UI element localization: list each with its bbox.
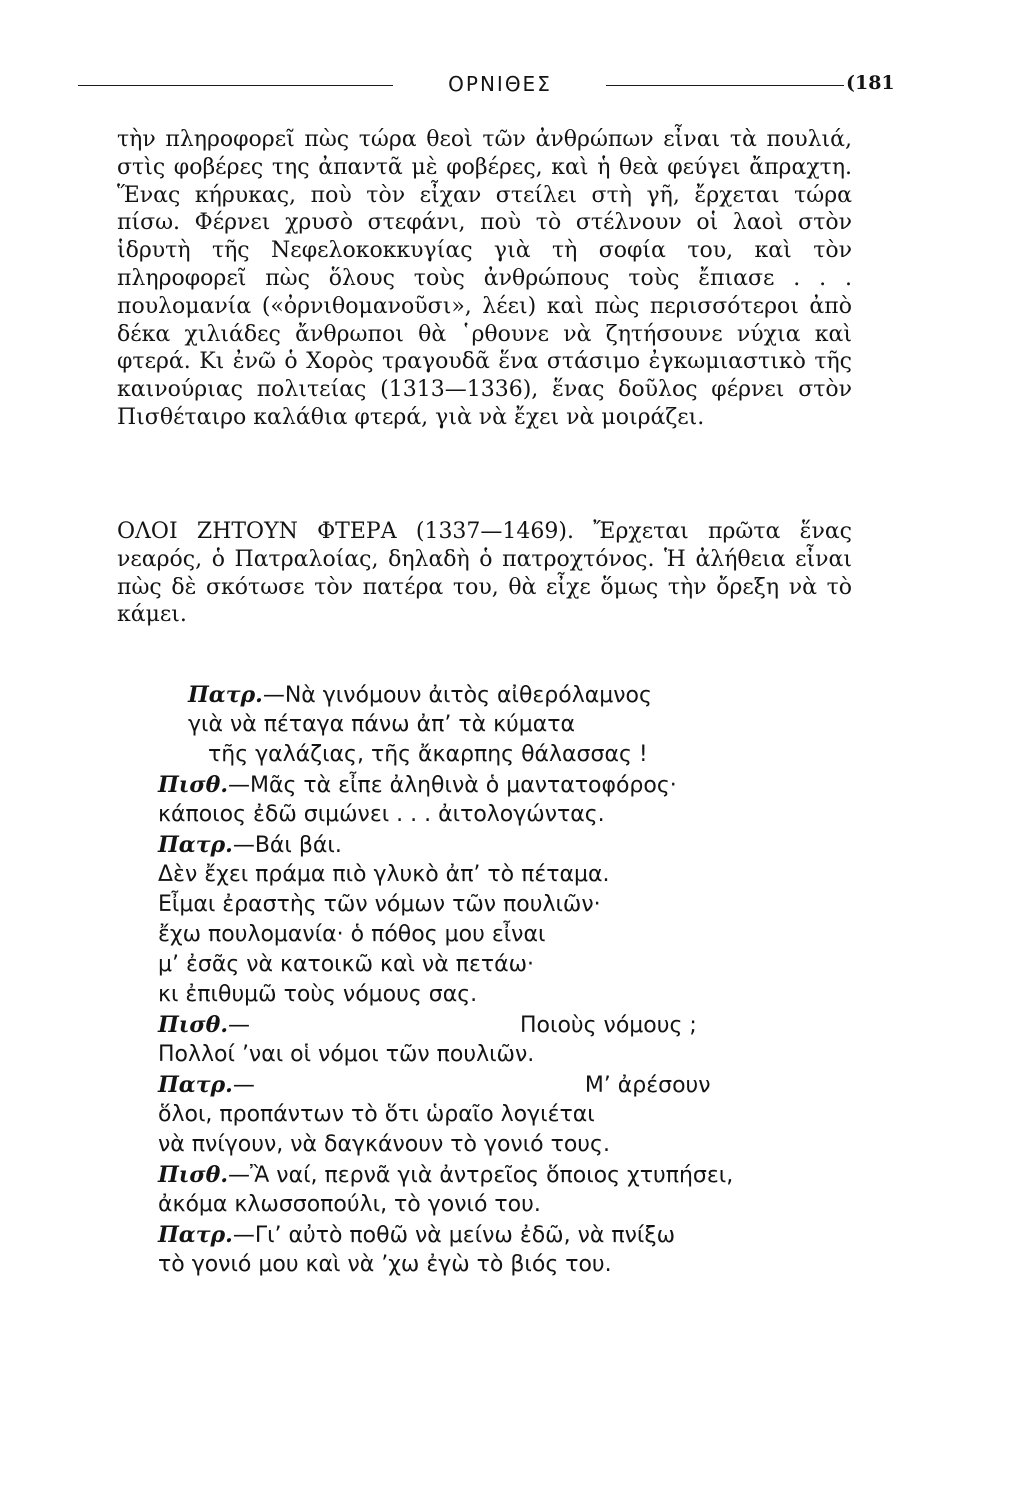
verse-line <box>158 1190 798 1220</box>
verse-text: γιὰ νὰ πέταγα πάνω ἀπ’ τὰ κύματα <box>188 712 576 737</box>
verse-line <box>158 1220 798 1250</box>
speaker-label: Πισθ. <box>158 1162 228 1188</box>
verse-text: —Νὰ γινόμουν ἀιτὸς αἰθερόλαμνος <box>262 683 652 708</box>
speaker-label: Πατρ. <box>158 1222 233 1248</box>
verse-text: τῆς γαλάζιας, τῆς ἄκαρπης θάλασσας ! <box>208 742 648 767</box>
verse-line <box>158 1070 798 1100</box>
verse-text: Πολλοί ’ναι οἱ νόμοι τῶν πουλιῶν. <box>158 1042 535 1067</box>
verse-line <box>158 1100 798 1130</box>
verse-line <box>158 710 798 740</box>
verse-text: νὰ πνίγουν, νὰ δαγκάνουν τὸ γονιό τους. <box>158 1132 610 1157</box>
verse-text: —Μᾶς τὰ εἶπε ἀληθινὰ ὁ μαντατοφόρος· <box>228 773 677 798</box>
verse-text: —Βάι βάι. <box>232 833 342 858</box>
header-rule-left <box>78 85 393 86</box>
verse-line <box>158 1160 798 1190</box>
verse-dialogue <box>158 680 798 1280</box>
verse-text: ἔχω πουλομανία· ὁ πόθος μου εἶναι <box>158 922 546 947</box>
verse-line <box>158 860 798 890</box>
verse-text: — <box>232 1073 255 1098</box>
verse-line <box>158 770 798 800</box>
verse-text: —Ἂ ναί, περνᾶ γιὰ ἀντρεῖος ὅποιος χτυπήσει, <box>228 1163 734 1188</box>
speaker-label: Πισθ. <box>158 772 228 798</box>
verse-line <box>158 980 798 1010</box>
running-title: ΟΡΝΙΘΕΣ <box>448 72 552 96</box>
running-header <box>78 72 895 98</box>
verse-line <box>158 680 798 710</box>
page-number: (181 <box>846 72 895 94</box>
speaker-label: Πατρ. <box>158 1072 233 1098</box>
verse-text: μ’ ἐσᾶς νὰ κατοικῶ καὶ νὰ πετάω· <box>158 952 534 977</box>
verse-text: —Γι’ αὐτὸ ποθῶ νὰ μείνω ἐδῶ, νὰ πνίξω <box>232 1223 676 1248</box>
verse-text: τὸ γονιό μου καὶ νὰ ’χω ἐγὼ τὸ βιός του. <box>158 1252 612 1277</box>
speaker-label: Πισθ. <box>158 1012 228 1038</box>
verse-text: κάποιος ἐδῶ σιμώνει . . . ἀιτολογώντας. <box>158 802 605 827</box>
verse-text: Εἶμαι ἐραστὴς τῶν νόμων τῶν πουλιῶν· <box>158 892 601 917</box>
verse-text: ὅλοι, προπάντων τὸ ὅτι ὡραῖο λογιέται <box>158 1102 595 1127</box>
verse-line <box>158 800 798 830</box>
verse-text: Μ’ ἀρέσουν <box>584 1073 711 1098</box>
verse-line <box>158 890 798 920</box>
verse-line <box>158 1250 798 1280</box>
verse-line <box>158 830 798 860</box>
verse-line <box>158 740 798 770</box>
verse-line <box>158 1040 798 1070</box>
verse-line <box>158 1130 798 1160</box>
verse-text: κι ἐπιθυμῶ τοὺς νόμους σας. <box>158 982 478 1007</box>
verse-text: — <box>228 1013 250 1038</box>
verse-line <box>158 1010 798 1040</box>
header-rule-right <box>606 85 844 86</box>
summary-paragraph: τὴν πληροφορεῖ πὼς τώρα θεοὶ τῶν ἀνθρώπων εἶναι τὰ πουλιά, στὶς φοβέρες της ἀπαντᾶ μὲ φοβέρες, καὶ ἡ θεὰ φεύγει ἄπραχτη. Ἕνας κήρυκας, ποὺ τὸν εἶχαν στείλει στὴ γῆ, ἔρχεται τώρα πίσω. Φέρνει χρυσὸ στεφάνι, ποὺ τὸ στέλνουν οἱ λαοὶ στὸν ἱδρυτὴ τῆς Νεφελοκοκκυγίας γιὰ τὴ σοφία του, καὶ τὸν πληροφορεῖ πὼς ὅλους τοὺς ἀνθρώπους τοὺς ἔπιασε . . . πουλομανία («ὀρνιθομανοῦσι», λέει) καὶ πὼς περισσότεροι ἀπὸ δέκα χιλιάδες ἄνθρωποι θὰ ῾ρθουνε νὰ ζητήσουνε νύχια καὶ φτερά. Κι ἐνῶ ὁ Χορὸς τραγουδᾶ ἕνα στάσιμο ἐγκωμιαστικὸ τῆς καινούριας πολιτείας (1313—1336), ἕνας δοῦλος φέρνει στὸν Πισθέταιρο καλάθια φτερά, γιὰ νὰ ἔχει νὰ μοιράζει. <box>117 127 852 430</box>
verse-line <box>158 950 798 980</box>
verse-line <box>158 920 798 950</box>
speaker-label: Πατρ. <box>158 832 233 858</box>
section-paragraph: ΟΛΟΙ ΖΗΤΟΥΝ ΦΤΕΡΑ (1337—1469). Ἔρχεται πρῶτα ἕνας νεαρός, ὁ Πατραλοίας, δηλαδὴ ὁ πατροχτόνος. Ἡ ἀλήθεια εἶναι πὼς δὲ σκότωσε τὸν πατέρα του, θὰ εἶχε ὅμως τὴν ὄρεξη νὰ τὸ κάμει. <box>117 519 852 628</box>
verse-text: Δὲν ἔχει πράμα πιὸ γλυκὸ ἀπ’ τὸ πέταμα. <box>158 862 610 887</box>
speaker-label: Πατρ. <box>188 682 263 708</box>
verse-text: Ποιοὺς νόμους ; <box>520 1013 697 1038</box>
verse-text: ἀκόμα κλωσσοπούλι, τὸ γονιό του. <box>158 1192 541 1217</box>
